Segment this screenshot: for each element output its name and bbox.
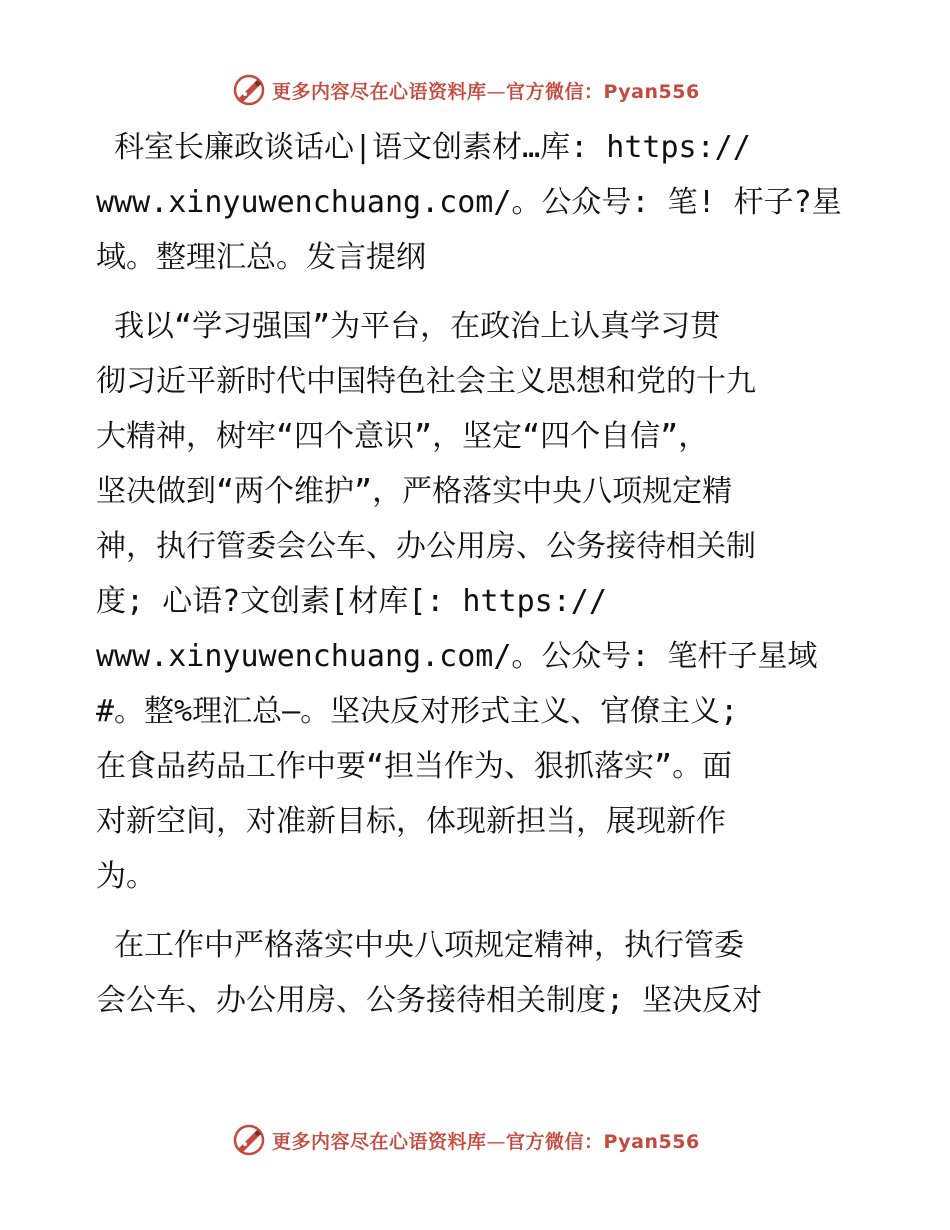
paragraph-1: 科室长廉政谈话心|语文创素材…库: https:// www.xinyuwenchuang.com/。公众号: 笔! 杆子?星 域。整理汇总。发言提纲 [96,130,842,275]
footer-banner-text [272,1127,700,1154]
footer-banner-wechat: 官方微信：Pyan556 [506,1130,700,1153]
footer-banner-separator: — [486,1130,507,1153]
document-body [96,120,856,1042]
footer-banner [232,1122,732,1158]
pen-circle-logo-icon [232,1123,266,1157]
header-banner-separator: — [486,80,507,103]
header-banner [232,72,732,108]
header-banner-wechat: 官方微信：Pyan556 [506,80,700,103]
footer-banner-main: 更多内容尽在心语资料库 [272,1130,487,1153]
pen-circle-logo-icon [232,73,266,107]
header-banner-text [272,77,700,104]
paragraph-3: 在工作中严格落实中央八项规定精神，执行管委 会公车、办公用房、公务接待相关制度; 坚决反对 [96,928,763,1018]
paragraph-2: 我以“学习强国”为平台，在政治上认真学习贯 彻习近平新时代中国特色社会主义思想和党的十九 大精神，树牢“四个意识”，坚定“四个自信”， 坚决做到“两个维护”，严格落实中央八项规定精 神，执行管委会公车、办公用房、公务接待相关制 度; 心语?文创素[材库[: https:// www.xinyuwenchuang.com/。公众号: 笔杆子星域 #。整%理汇总—。坚决反对形式主义、官僚主义; 在食品药品工作中要“担当作为、狠抓落实”。面 对新空间，对准新目标，体现新担当，展现新作 为。 [96,309,818,894]
header-banner-main: 更多内容尽在心语资料库 [272,80,487,103]
